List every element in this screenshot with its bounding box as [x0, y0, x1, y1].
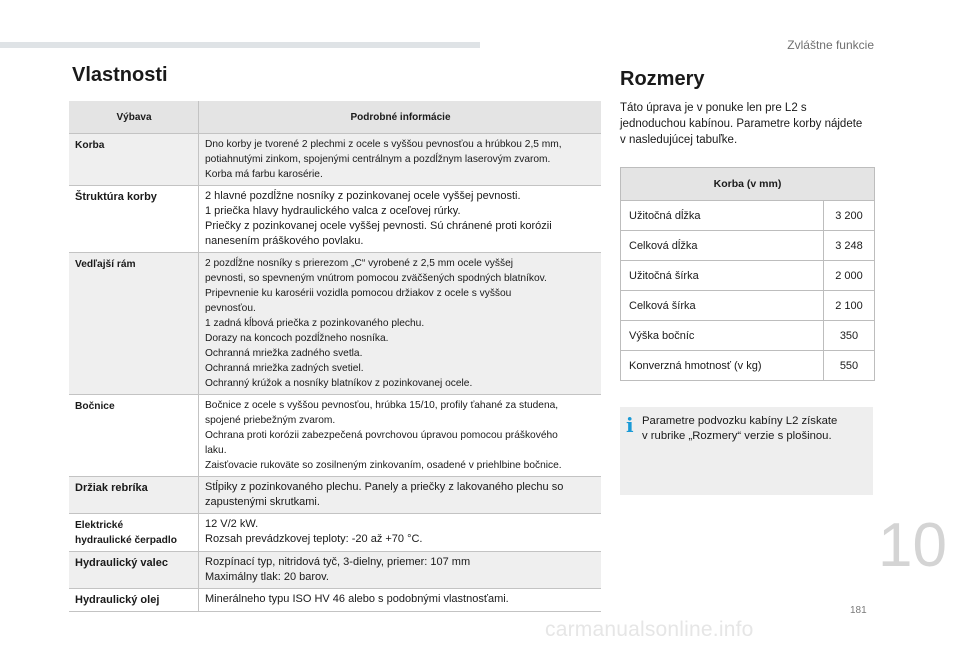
- dim-value: 2 000: [824, 261, 875, 291]
- row-name: Bočnice: [75, 401, 115, 412]
- dimensions-intro: [620, 100, 880, 148]
- header-bar: [0, 42, 480, 48]
- note-line: Parametre podvozku kabíny L2 získate: [642, 415, 838, 427]
- intro-line: Táto úprava je v ponuke len pre L2 s: [620, 102, 807, 114]
- table-row: [621, 321, 875, 351]
- row-text: Priečky z pozinkovanej ocele vyššej pevnosti. Sú chránené proti korózii: [205, 220, 552, 232]
- table-row: [69, 395, 601, 477]
- dimensions-table: [620, 167, 875, 381]
- row-text: laku.: [205, 445, 227, 456]
- row-text: Pripevnenie ku karosérii vozidla pomocou držiakov z ocele s vyššou: [205, 288, 512, 299]
- table-row: [69, 514, 601, 552]
- table-row: [621, 291, 875, 321]
- row-text: Dorazy na koncoch pozdĺžneho nosníka.: [205, 333, 389, 344]
- row-text: Ochranný krúžok a nosníky blatníkov z pozinkovanej ocele.: [205, 378, 473, 389]
- table-row: [69, 134, 601, 186]
- row-text: 2 pozdĺžne nosníky s prierezom „C“ vyrobené z 2,5 mm ocele vyššej: [205, 258, 514, 269]
- watermark: carmanualsonline.info: [545, 618, 754, 641]
- dim-label: Užitočná šírka: [621, 261, 824, 291]
- row-name: Hydraulický olej: [75, 594, 160, 606]
- dim-value: 2 100: [824, 291, 875, 321]
- row-text: Ochranná mriežka zadných svetiel.: [205, 363, 364, 374]
- table-row: [621, 351, 875, 381]
- row-text: Ochranná mriežka zadného svetla.: [205, 348, 363, 359]
- table-row: [621, 261, 875, 291]
- dim-value: 550: [824, 351, 875, 381]
- column-header-details: Podrobné informácie: [199, 101, 602, 134]
- row-text: Korba má farbu karosérie.: [205, 169, 323, 180]
- dim-label: Celková šírka: [621, 291, 824, 321]
- dimensions-title: Rozmery: [620, 68, 705, 90]
- row-text: pevnosťou.: [205, 303, 256, 314]
- column-header-equipment: Výbava: [69, 101, 199, 134]
- row-text: Stĺpiky z pozinkovaného plechu. Panely a priečky z lakovaného plechu so: [205, 481, 564, 493]
- table-row: [69, 552, 601, 589]
- info-icon: i: [626, 413, 634, 437]
- chapter-number: 10: [878, 511, 947, 580]
- page-number: 181: [850, 605, 867, 616]
- intro-line: jednoduchou kabínou. Parametre korby nájdete: [620, 118, 863, 130]
- row-text: Rozpínací typ, nitridová tyč, 3-dielny, priemer: 107 mm: [205, 556, 471, 568]
- row-text: Bočnice z ocele s vyššou pevnosťou, hrúbka 15/10, profily ťahané za studena,: [205, 400, 559, 411]
- row-text: Dno korby je tvorené 2 plechmi z ocele s vyššou pevnosťou a hrúbkou 2,5 mm,: [205, 139, 562, 150]
- row-name: Držiak rebríka: [75, 482, 148, 494]
- row-text: Ochrana proti korózii zabezpečená povrchovou úpravou pomocou práškového: [205, 430, 558, 441]
- section-title: Zvláštne funkcie: [787, 38, 874, 52]
- row-text: Minerálneho typu ISO HV 46 alebo s podobnými vlastnosťami.: [205, 593, 509, 605]
- row-text: nanesením práškového povlaku.: [205, 235, 364, 247]
- table-row: [69, 477, 601, 514]
- row-text: pevnosti, so spevneným vnútrom pomocou zväčšených spodných blatníkov.: [205, 273, 547, 284]
- dim-label: Celková dĺžka: [621, 231, 824, 261]
- dim-label: Konverzná hmotnosť (v kg): [621, 351, 824, 381]
- dim-value: 3 248: [824, 231, 875, 261]
- dim-value: 350: [824, 321, 875, 351]
- row-name: Korba: [75, 140, 105, 151]
- row-name: Vedľajší rám: [75, 259, 136, 270]
- table-row: [621, 201, 875, 231]
- row-text: Rozsah prevádzkovej teploty: -20 až +70 °C.: [205, 533, 423, 545]
- row-text: Maximálny tlak: 20 barov.: [205, 571, 329, 583]
- row-name: hydraulické čerpadlo: [75, 535, 177, 546]
- row-name: Hydraulický valec: [75, 557, 168, 569]
- properties-title: Vlastnosti: [72, 64, 168, 86]
- dim-label: Užitočná dĺžka: [621, 201, 824, 231]
- row-text: 2 hlavné pozdĺžne nosníky z pozinkovanej ocele vyššej pevnosti.: [205, 190, 521, 202]
- row-name: Štruktúra korby: [75, 191, 157, 203]
- row-text: Zaisťovacie rukoväte so zosilneným zinkovaním, osadené v priehlbine bočnice.: [205, 460, 562, 471]
- table-row: [69, 186, 601, 253]
- dimensions-table-header: Korba (v mm): [621, 168, 875, 201]
- properties-table-header: [69, 101, 601, 134]
- row-text: zapustenými skrutkami.: [205, 496, 320, 508]
- row-text: 1 zadná kĺbová priečka z pozinkovaného plechu.: [205, 318, 425, 329]
- intro-line: v nasledujúcej tabuľke.: [620, 134, 738, 146]
- row-text: potiahnutými zinkom, spojenými centrálnym a pozdĺžnym laserovým zvarom.: [205, 154, 551, 165]
- properties-table: [69, 101, 601, 612]
- dim-value: 3 200: [824, 201, 875, 231]
- row-text: 1 priečka hlavy hydraulického valca z oceľovej rúrky.: [205, 205, 461, 217]
- row-text: spojené priebežným zvarom.: [205, 415, 336, 426]
- dim-label: Výška bočníc: [621, 321, 824, 351]
- table-row: [69, 589, 601, 612]
- row-text: 12 V/2 kW.: [205, 518, 259, 530]
- table-row: [621, 231, 875, 261]
- table-row: [69, 253, 601, 395]
- note-line: v rubrike „Rozmery“ verzie s plošinou.: [642, 430, 832, 442]
- info-note: [620, 407, 873, 495]
- row-name: Elektrické: [75, 520, 124, 531]
